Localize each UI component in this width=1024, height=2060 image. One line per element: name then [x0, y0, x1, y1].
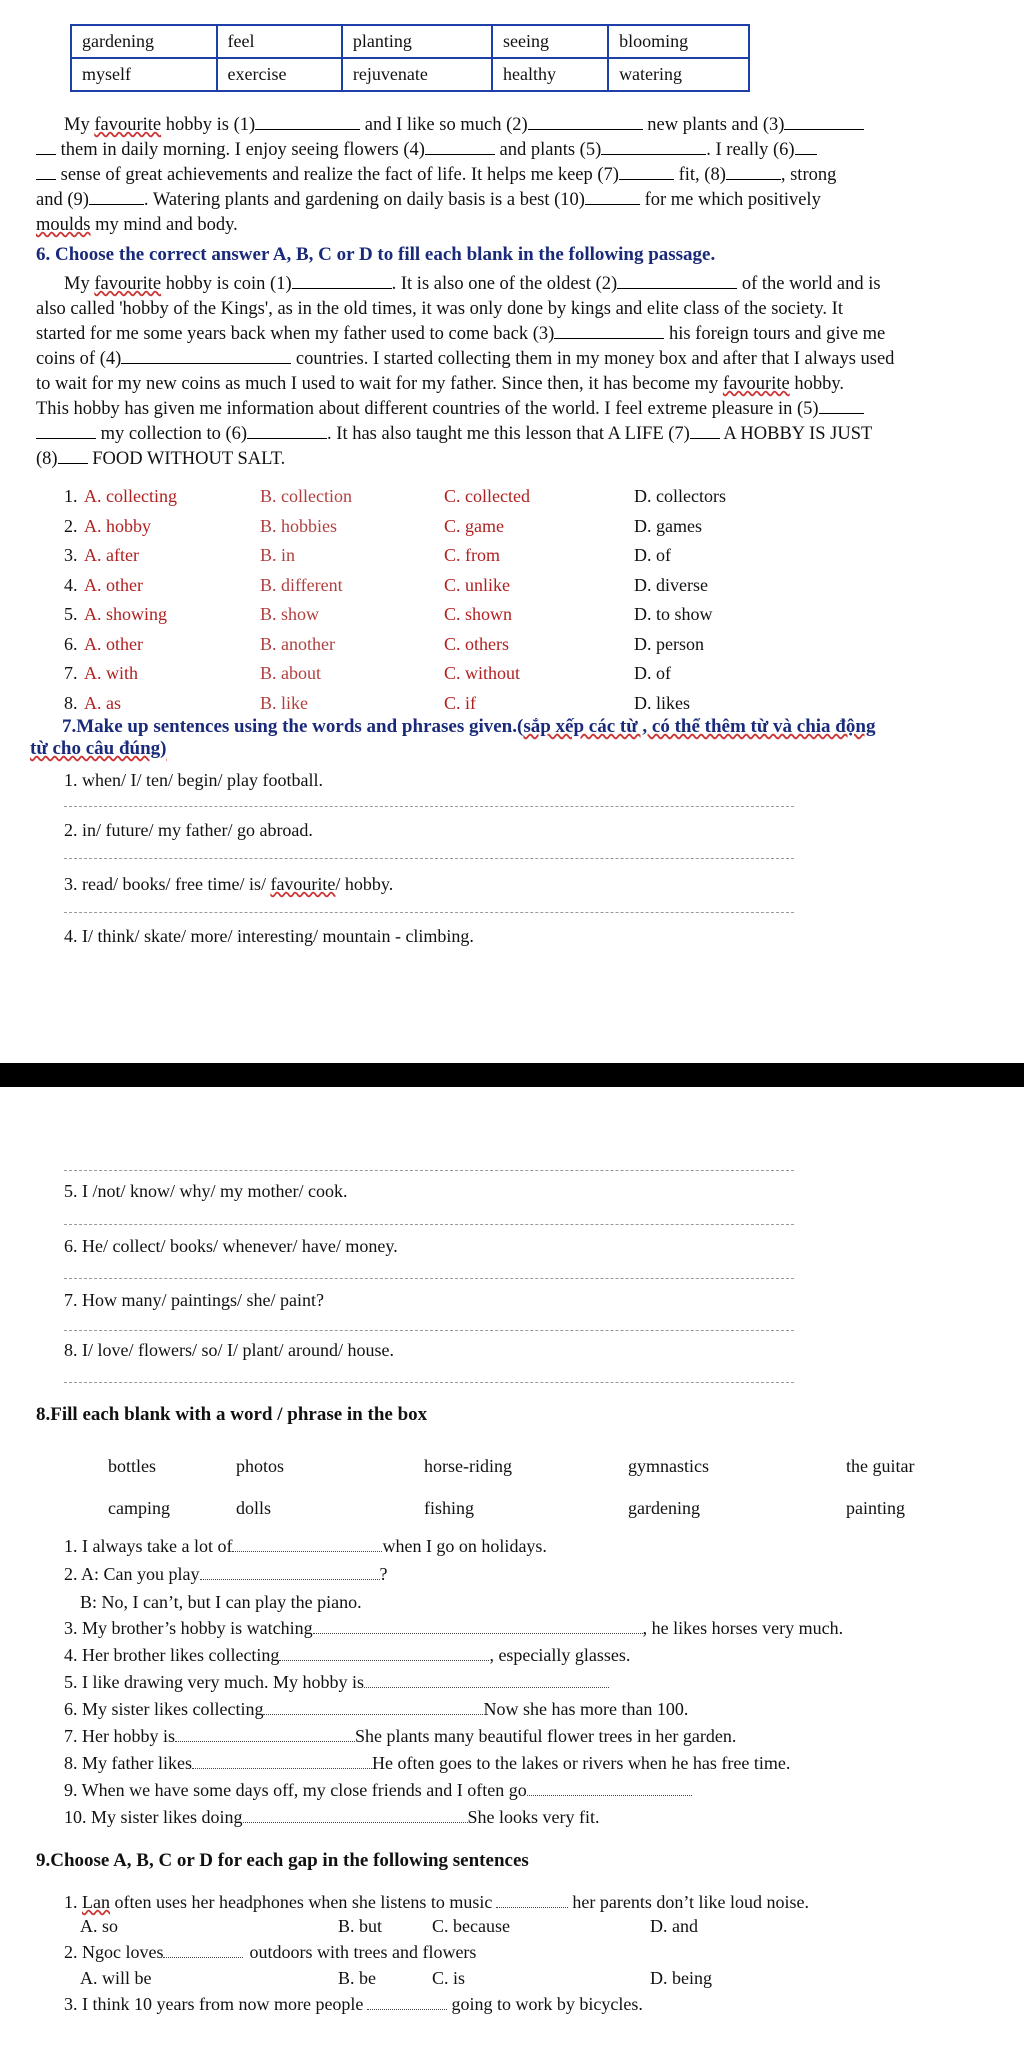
text: her parents don’t like loud noise.	[572, 1892, 810, 1912]
word-choice: fishing	[424, 1497, 475, 1518]
text: started for me some years back when my father used to come back (3)	[36, 324, 555, 344]
word-cell: feel	[217, 25, 342, 58]
sentence-prompt	[64, 874, 393, 895]
sentence-prompt: 8. I/ love/ flowers/ so/ I/ plant/ around/ house.	[64, 1340, 394, 1360]
mc-choices	[80, 1916, 698, 1937]
option-c[interactable]: C. without	[444, 663, 521, 684]
sentence-prompt: 1. when/ I/ ten/ begin/ play football.	[64, 770, 323, 790]
blank[interactable]	[263, 1699, 483, 1715]
option-number: 2.	[64, 515, 78, 536]
option-number: 6.	[64, 633, 78, 654]
blank[interactable]	[795, 138, 817, 155]
text: my mind and body.	[90, 215, 238, 235]
text: and (9)	[36, 190, 89, 210]
option-b[interactable]: B. hobbies	[260, 515, 338, 536]
text: 10. My sister likes doing	[64, 1807, 243, 1827]
blank[interactable]	[89, 188, 144, 205]
blank[interactable]	[36, 163, 56, 180]
blank[interactable]	[292, 272, 392, 289]
option-b[interactable]: B. in	[260, 545, 296, 566]
blank[interactable]	[313, 1618, 643, 1634]
mc-choices	[80, 1968, 712, 1989]
fill-question	[64, 1564, 388, 1585]
text: , he likes horses very much.	[642, 1618, 844, 1638]
option-a[interactable]: A. other	[84, 574, 143, 595]
fill-question	[64, 1645, 630, 1666]
text: Now she has more than 100.	[483, 1699, 689, 1719]
fill-question	[64, 1753, 790, 1774]
blank[interactable]	[200, 1564, 380, 1580]
choice-a[interactable]: A. so	[80, 1916, 119, 1936]
choice-c[interactable]: C. because	[432, 1916, 510, 1936]
text: / hobby.	[335, 874, 394, 894]
text: sắp xếp các từ , có thể thêm từ và chia động	[523, 716, 876, 737]
sentence-prompt: 7. How many/ paintings/ she/ paint?	[64, 1290, 324, 1310]
blank[interactable]	[364, 1672, 609, 1688]
word-cell: rejuvenate	[342, 58, 492, 91]
word-box-row	[108, 1487, 928, 1529]
option-c[interactable]: C. if	[444, 692, 477, 713]
option-a[interactable]: A. hobby	[84, 515, 151, 536]
option-a[interactable]: A. with	[84, 663, 138, 684]
text: 3. read/ books/ free time/ is/	[64, 874, 271, 894]
text: 3. I think 10 years from now more people	[64, 1994, 364, 2014]
word-cell: blooming	[608, 25, 749, 58]
sentence-prompt: 2. in/ future/ my father/ go abroad.	[64, 820, 313, 840]
text: My	[64, 115, 95, 135]
word-cell: myself	[71, 58, 217, 91]
text: (8)	[36, 449, 58, 469]
text: . It has also taught me this lesson that A LIFE (7)	[327, 424, 690, 444]
option-a[interactable]: A. collecting	[84, 486, 177, 507]
answer-line[interactable]	[64, 806, 794, 807]
option-d[interactable]: D. games	[634, 515, 702, 536]
answer-line[interactable]	[64, 912, 794, 913]
text: hobby.	[789, 374, 844, 394]
text: new plants and (3)	[642, 115, 785, 135]
option-row	[64, 512, 784, 542]
word-choice: painting	[846, 1497, 905, 1518]
blank[interactable]	[192, 1753, 372, 1769]
option-b[interactable]: B. collection	[260, 486, 352, 507]
option-b[interactable]: B. like	[260, 692, 308, 713]
text: 1. I always take a lot of	[64, 1536, 233, 1556]
text: 6. My sister likes collecting	[64, 1699, 264, 1719]
option-d[interactable]: D. to show	[634, 604, 713, 625]
option-c[interactable]: C. game	[444, 515, 504, 536]
blank[interactable]	[554, 322, 664, 339]
blank[interactable]	[279, 1645, 489, 1661]
option-row	[64, 600, 784, 630]
option-d[interactable]: D. likes	[634, 692, 690, 713]
blank[interactable]	[175, 1726, 355, 1742]
fill-question	[64, 1618, 843, 1639]
text: fit, (8)	[673, 165, 726, 185]
blank[interactable]	[255, 113, 360, 130]
text: for me which positively	[639, 190, 821, 210]
answer-line[interactable]	[64, 858, 794, 859]
fill-question	[64, 1699, 688, 1720]
text: moulds	[36, 215, 91, 235]
text: 4. Her brother likes collecting	[64, 1645, 280, 1665]
option-b[interactable]: B. about	[260, 663, 321, 684]
text: 7.Make up sentences using the words and phrases given.(	[62, 716, 524, 737]
blank[interactable]	[121, 347, 291, 364]
blank[interactable]	[247, 422, 327, 439]
blank[interactable]	[367, 1994, 447, 2010]
blank[interactable]	[36, 138, 56, 155]
text: . I really (6)	[706, 140, 795, 160]
word-choice: photos	[236, 1455, 285, 1476]
word-choice: bottles	[108, 1455, 156, 1476]
text: often uses her headphones when she listens to music	[109, 1892, 493, 1912]
option-number: 8.	[64, 692, 78, 713]
word-cell: gardening	[71, 25, 217, 58]
section-9-heading: 9.Choose A, B, C or D for each gap in the following sentences	[36, 1850, 529, 1871]
option-a[interactable]: A. after	[84, 545, 139, 566]
text: when I go on holidays.	[382, 1536, 547, 1556]
text: 8. My father likes	[64, 1753, 192, 1773]
option-d[interactable]: D. diverse	[634, 574, 708, 595]
blank[interactable]	[690, 422, 720, 439]
choice-a[interactable]: A. will be	[80, 1968, 152, 1988]
text: outdoors with trees and flowers	[249, 1942, 477, 1962]
text: going to work by bicycles.	[451, 1994, 643, 2014]
option-d[interactable]: D. of	[634, 663, 671, 684]
text: ?	[379, 1564, 388, 1584]
choice-b[interactable]: B. but	[338, 1916, 383, 1936]
text: 2. Ngoc loves	[64, 1942, 164, 1962]
option-d[interactable]: D. of	[634, 545, 671, 566]
option-d[interactable]: D. collectors	[634, 486, 726, 507]
option-b[interactable]: B. another	[260, 633, 335, 654]
answer-line[interactable]	[64, 1224, 794, 1225]
option-a[interactable]: A. other	[84, 633, 143, 654]
text: 7. Her hobby is	[64, 1726, 175, 1746]
option-c[interactable]: C. others	[444, 633, 509, 654]
word-box-row	[71, 58, 749, 91]
text: 9. When we have some days off, my close friends and I often go	[64, 1780, 527, 1800]
option-row	[64, 659, 784, 689]
text: my collection to (6)	[96, 424, 248, 444]
blank[interactable]	[163, 1942, 243, 1958]
answer-line[interactable]	[64, 1382, 794, 1383]
text: 5. I like drawing very much. My hobby is	[64, 1672, 364, 1692]
text: He often goes to the lakes or rivers when he has free time.	[371, 1753, 791, 1773]
option-number: 5.	[64, 604, 78, 625]
text: to wait for my new coins as much I used to wait for my father. Since then, it has become my	[36, 374, 723, 394]
word-cell: watering	[608, 58, 749, 91]
blank[interactable]	[617, 272, 737, 289]
word-choice: horse-riding	[424, 1455, 512, 1476]
text: coins of (4)	[36, 349, 122, 369]
text: từ cho câu đúng)	[30, 738, 167, 759]
fill-question-reply: B: No, I can’t, but I can play the piano.	[80, 1592, 362, 1612]
fill-question	[64, 1672, 609, 1693]
choice-d[interactable]: D. being	[650, 1968, 712, 1988]
answer-line[interactable]	[64, 1330, 794, 1331]
word-cell: healthy	[492, 58, 608, 91]
text: , especially glasses.	[489, 1645, 631, 1665]
option-c[interactable]: C. unlike	[444, 574, 510, 595]
option-row	[64, 541, 784, 571]
option-c[interactable]: C. from	[444, 545, 500, 566]
fill-question	[64, 1780, 692, 1801]
option-c[interactable]: C. collected	[444, 486, 530, 507]
text: 2. A: Can you play	[64, 1564, 200, 1584]
blank[interactable]	[585, 188, 640, 205]
option-a[interactable]: A. as	[84, 692, 121, 713]
option-row	[64, 482, 784, 512]
sentence-prompt: 4. I/ think/ skate/ more/ interesting/ mountain - climbing.	[64, 926, 474, 946]
option-d[interactable]: D. person	[634, 633, 704, 654]
word-choice: dolls	[236, 1497, 272, 1518]
blank[interactable]	[58, 447, 88, 464]
text: and plants (5)	[494, 140, 602, 160]
text: his foreign tours and give me	[664, 324, 886, 344]
text: favourite	[722, 374, 790, 394]
mc-question	[64, 1942, 476, 1963]
blank[interactable]	[726, 163, 781, 180]
fill-question	[64, 1536, 547, 1557]
page-separator	[0, 1063, 1024, 1087]
text: also called 'hobby of the Kings', as in the old times, it was only done by kings and elite class of the society. It	[36, 299, 843, 319]
word-cell: seeing	[492, 25, 608, 58]
word-box-row	[71, 25, 749, 58]
text: of the world and is	[737, 274, 881, 294]
answer-line[interactable]	[64, 1170, 794, 1171]
fill-question	[64, 1807, 600, 1828]
text: Lan	[82, 1892, 110, 1912]
text: 3. My brother’s hobby is watching	[64, 1618, 313, 1638]
option-number: 3.	[64, 545, 78, 566]
word-choice: camping	[108, 1497, 170, 1518]
word-choice: gardening	[628, 1497, 700, 1518]
word-box-table	[70, 24, 750, 92]
text: and I like so much (2)	[360, 115, 528, 135]
blank[interactable]	[232, 1536, 382, 1552]
blank[interactable]	[527, 1780, 692, 1796]
blank[interactable]	[36, 422, 96, 439]
word-choice: gymnastics	[628, 1455, 709, 1476]
option-b[interactable]: B. show	[260, 604, 320, 625]
option-row	[64, 689, 784, 719]
text: 1.	[64, 1892, 82, 1912]
text: FOOD WITHOUT SALT.	[87, 449, 286, 469]
text: . Watering plants and gardening on daily basis is a best (10)	[143, 190, 585, 210]
option-number: 4.	[64, 574, 78, 595]
text: favourite	[94, 115, 162, 135]
blank[interactable]	[784, 113, 864, 130]
option-number: 7.	[64, 663, 78, 684]
passage-hobby-gardening	[36, 113, 960, 238]
text: She looks very fit.	[467, 1807, 600, 1827]
choice-c[interactable]: C. is	[432, 1968, 466, 1988]
text: them in daily morning. I enjoy seeing flowers (4)	[56, 140, 425, 160]
section-8-heading: 8.Fill each blank with a word / phrase in the box	[36, 1404, 428, 1425]
word-choice: the guitar	[846, 1455, 915, 1476]
text: favourite	[270, 874, 336, 894]
mc-question	[64, 1994, 643, 2015]
text: hobby is (1)	[161, 115, 256, 135]
text: My	[64, 274, 95, 294]
answer-line[interactable]	[64, 1278, 794, 1279]
choice-d[interactable]: D. and	[650, 1916, 698, 1936]
text: This hobby has given me information about different countries of the world. I feel extreme pleasure in (5)	[36, 399, 819, 419]
blank[interactable]	[601, 138, 706, 155]
text: . It is also one of the oldest (2)	[391, 274, 618, 294]
sentence-prompt: 5. I /not/ know/ why/ my mother/ cook.	[64, 1181, 348, 1201]
passage-coin-collecting	[36, 272, 960, 472]
blank[interactable]	[496, 1892, 568, 1908]
text: , strong	[780, 165, 837, 185]
text: sense of great achievements and realize the fact of life. It helps me keep (7)	[56, 165, 619, 185]
option-row	[64, 630, 784, 660]
text: countries. I started collecting them in my money box and after that I always used	[291, 349, 895, 369]
fill-question	[64, 1726, 736, 1747]
section-7-heading	[30, 716, 992, 760]
blank[interactable]	[528, 113, 643, 130]
blank[interactable]	[819, 397, 864, 414]
word-box-row	[108, 1445, 928, 1487]
section-6-options	[64, 482, 784, 718]
option-b[interactable]: B. different	[260, 574, 343, 595]
text: favourite	[94, 274, 162, 294]
text: hobby is coin (1)	[161, 274, 292, 294]
option-a[interactable]: A. showing	[84, 604, 168, 625]
word-cell: exercise	[217, 58, 342, 91]
option-row	[64, 571, 784, 601]
blank[interactable]	[425, 138, 495, 155]
choice-b[interactable]: B. be	[338, 1968, 376, 1988]
section-8-word-box	[108, 1445, 928, 1529]
text: A HOBBY IS JUST	[719, 424, 873, 444]
mc-question	[64, 1892, 809, 1913]
option-c[interactable]: C. shown	[444, 604, 513, 625]
blank[interactable]	[243, 1807, 468, 1823]
section-6-heading: 6. Choose the correct answer A, B, C or D to fill each blank in the following passage.	[36, 244, 716, 265]
option-number: 1.	[64, 486, 78, 507]
sentence-prompt: 6. He/ collect/ books/ whenever/ have/ money.	[64, 1236, 398, 1256]
word-cell: planting	[342, 25, 492, 58]
blank[interactable]	[619, 163, 674, 180]
text: She plants many beautiful flower trees in her garden.	[355, 1726, 737, 1746]
